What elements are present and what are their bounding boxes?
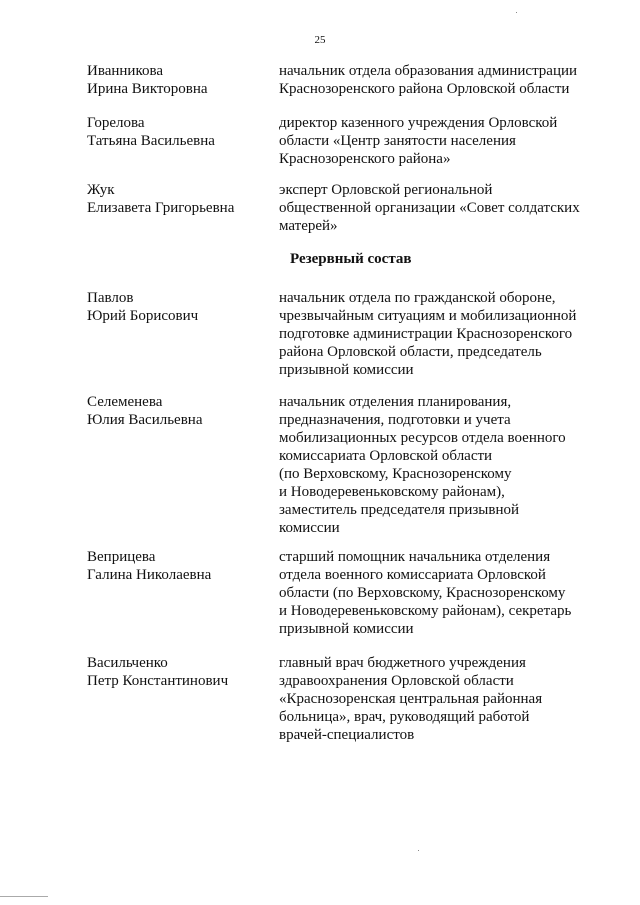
position-line: директор казенного учреждения Орловской [279, 115, 558, 131]
member-entry [87, 62, 607, 98]
scan-speck [516, 12, 517, 13]
member-given-names: Елизавета Григорьевна [87, 200, 235, 216]
position-line: матерей» [279, 218, 338, 234]
scan-speck [418, 850, 419, 851]
member-name [87, 393, 279, 537]
member-given-names: Юлия Васильевна [87, 412, 203, 428]
position-line: начальник отдела по гражданской обороне, [279, 290, 556, 306]
member-given-names: Галина Николаевна [87, 567, 212, 583]
member-given-names: Татьяна Васильевна [87, 133, 215, 149]
position-line: заместитель председателя призывной [279, 502, 519, 518]
scan-edge-mark [0, 896, 48, 897]
position-line: врачей-специалистов [279, 727, 415, 743]
position-line: чрезвычайным ситуациям и мобилизационной [279, 308, 577, 324]
reserve-section-title: Резервный состав [290, 251, 412, 267]
position-line: начальник отдела образования администрации [279, 63, 578, 79]
position-line: больница», врач, руководящий работой [279, 709, 530, 725]
member-name [87, 289, 279, 379]
position-line: эксперт Орловской региональной [279, 182, 493, 198]
member-position [279, 654, 599, 744]
position-line: здравоохранения Орловской области [279, 673, 514, 689]
position-line: комиссии [279, 520, 340, 536]
position-line: (по Верховскому, Краснозоренскому [279, 466, 512, 482]
member-given-names: Ирина Викторовна [87, 81, 208, 97]
member-position [279, 62, 599, 98]
position-line: и Новодеревеньковскому районам), секретарь [279, 603, 572, 619]
member-entry [87, 181, 607, 235]
position-line: и Новодеревеньковскому районам), [279, 484, 505, 500]
position-line: Краснозоренского района» [279, 151, 451, 167]
page-number: 25 [314, 34, 326, 46]
member-name [87, 654, 279, 744]
position-line: подготовке администрации Краснозоренского [279, 326, 573, 342]
member-given-names: Петр Константинович [87, 673, 229, 689]
member-surname: Веприцева [87, 549, 156, 565]
member-position [279, 548, 599, 638]
position-line: начальник отделения планирования, [279, 394, 512, 410]
member-name [87, 181, 279, 235]
member-position [279, 114, 599, 168]
member-position [279, 393, 599, 537]
member-name [87, 62, 279, 98]
member-entry [87, 393, 607, 537]
position-line: старший помощник начальника отделения [279, 549, 551, 565]
position-line: призывной комиссии [279, 621, 414, 637]
position-line: отдела военного комиссариата Орловской [279, 567, 546, 583]
member-given-names: Юрий Борисович [87, 308, 199, 324]
member-surname: Васильченко [87, 655, 168, 671]
member-position [279, 181, 599, 235]
member-entry [87, 114, 607, 168]
member-entry [87, 548, 607, 638]
member-surname: Селеменева [87, 394, 163, 410]
member-position [279, 289, 599, 379]
position-line: «Краснозоренская центральная районная [279, 691, 543, 707]
member-name [87, 114, 279, 168]
position-line: Краснозоренского района Орловской области [279, 81, 570, 97]
position-line: области «Центр занятости населения [279, 133, 516, 149]
member-entry [87, 654, 607, 744]
position-line: района Орловской области, председатель [279, 344, 542, 360]
position-line: предназначения, подготовки и учета [279, 412, 511, 428]
member-surname: Павлов [87, 290, 134, 306]
member-surname: Иванникова [87, 63, 164, 79]
position-line: главный врач бюджетного учреждения [279, 655, 526, 671]
position-line: комиссариата Орловской области [279, 448, 493, 464]
position-line: мобилизационных ресурсов отдела военного [279, 430, 566, 446]
position-line: общественной организации «Совет солдатских [279, 200, 580, 216]
member-entry [87, 289, 607, 379]
member-surname: Жук [87, 182, 115, 198]
position-line: области (по Верховскому, Краснозоренскому [279, 585, 566, 601]
member-name [87, 548, 279, 638]
position-line: призывной комиссии [279, 362, 414, 378]
member-surname: Горелова [87, 115, 145, 131]
